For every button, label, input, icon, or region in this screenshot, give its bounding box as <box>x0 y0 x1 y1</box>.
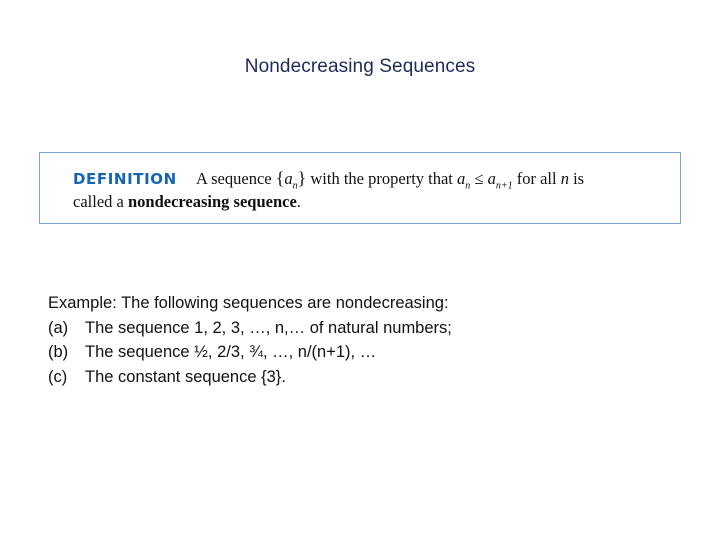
list-marker: (a) <box>48 318 69 337</box>
lhs-variable: a <box>457 169 466 188</box>
definition-line-2 <box>73 192 301 212</box>
sequence-subscript: n <box>292 180 298 192</box>
definition-text: called a <box>73 192 128 211</box>
list-item-text: The constant sequence {3}. <box>85 367 286 386</box>
rhs-subscript: n+1 <box>495 180 513 192</box>
lhs-subscript: n <box>465 180 471 192</box>
example-block <box>48 291 452 389</box>
defined-term: nondecreasing sequence <box>127 192 297 211</box>
example-intro: Example: The following sequences are nondecreasing: <box>48 294 449 312</box>
rhs-variable: a <box>487 169 496 188</box>
example-item-c <box>48 365 452 390</box>
definition-text: . <box>296 192 301 211</box>
example-item-a <box>48 316 452 341</box>
definition-text: is <box>568 169 585 188</box>
list-marker: (b) <box>48 343 69 361</box>
definition-text: A sequence <box>196 169 276 188</box>
sequence-variable: a <box>284 169 293 188</box>
example-item-b <box>48 340 452 365</box>
list-item-text: The sequence 1, 2, 3, …, n,… of natural numbers; <box>85 318 452 337</box>
relation-symbol: ≤ <box>470 169 488 188</box>
definition-text: with the property that <box>306 169 458 188</box>
all-variable: n <box>560 169 569 188</box>
slide-title: Nondecreasing Sequences <box>244 56 476 77</box>
brace-close: } <box>297 168 307 188</box>
brace-open: { <box>275 168 285 188</box>
definition-line-1 <box>196 168 584 191</box>
definition-label: DEFINITION <box>73 170 177 188</box>
definition-box <box>39 152 681 224</box>
definition-text: for all <box>512 169 561 188</box>
list-item-text: The sequence ½, 2/3, ¾, …, n/(n+1), … <box>85 343 377 361</box>
list-marker: (c) <box>48 367 68 386</box>
